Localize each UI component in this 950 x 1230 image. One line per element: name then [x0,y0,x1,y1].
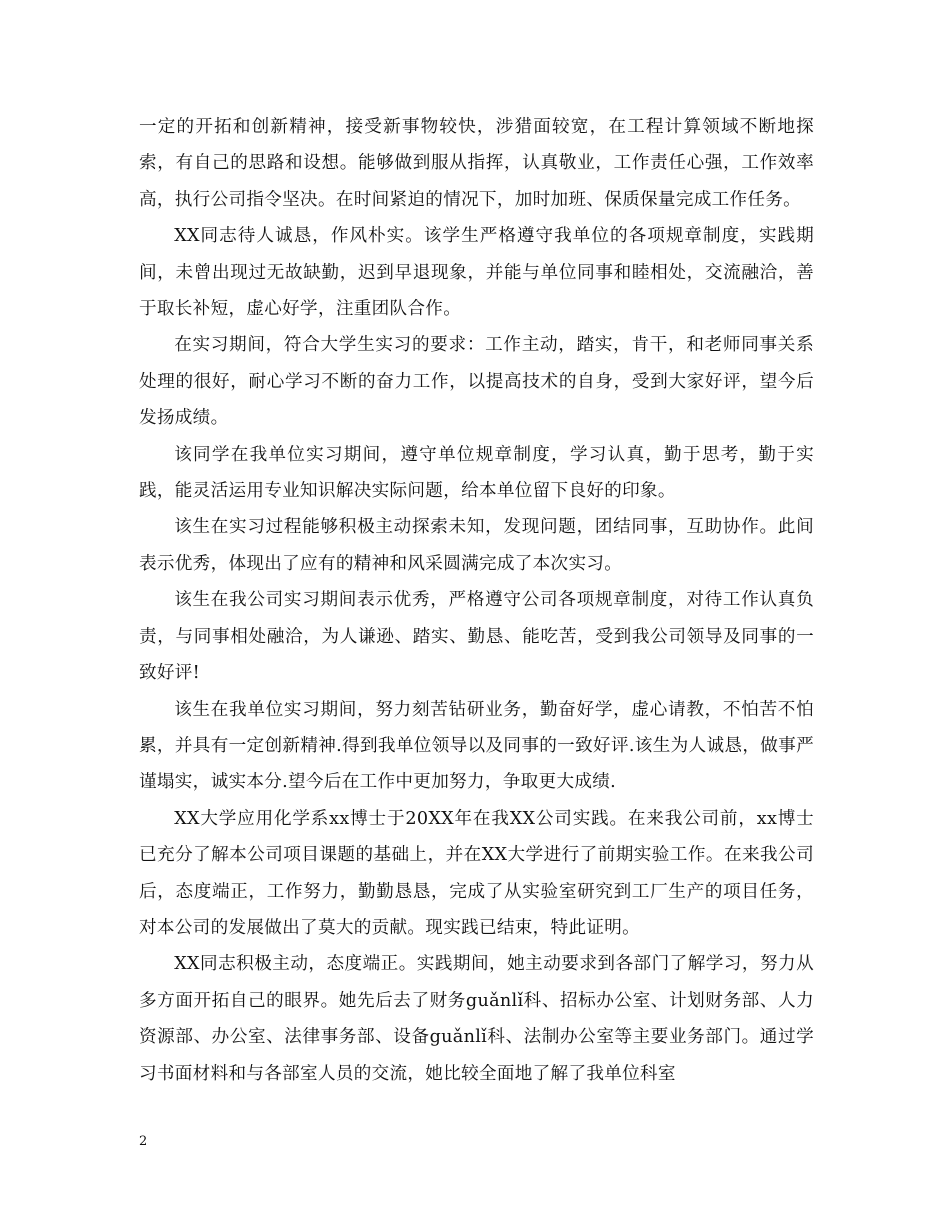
paragraph-8: XX大学应用化学系xx博士于20XX年在我XX公司实践。在来我公司前，xx博士已充分了解本公司项目课题的基础上，并在XX大学进行了前期实验工作。在来我公司后，态度端正，工作努力，勤勤恳恳，完成了从实验室研究到工厂生产的项目任务，对本公司的发展做出了莫大的贡献。现实践已结束，特此证明。 [139,808,814,938]
document-body [139,109,814,1092]
paragraph-2: XX同志待人诚恳，作风朴实。该学生严格遵守我单位的各项规章制度，实践期间，未曾出现过无故缺勤，迟到早退现象，并能与单位同事和睦相处，交流融洽，善于取长补短，虚心好学，注重团队合作。 [139,226,814,320]
paragraph-1: 一定的开拓和创新精神，接受新事物较快，涉猎面较宽，在工程计算领域不断地探索，有自己的思路和设想。能够做到服从指挥，认真敬业，工作责任心强，工作效率高，执行公司指令坚决。在时间紧迫的情况下，加时加班、保质保量完成工作任务。 [139,117,814,210]
paragraph-3: 在实习期间，符合大学生实习的要求：工作主动，踏实，肯干，和老师同事关系处理的很好，耐心学习不断的奋力工作，以提高技术的自身，受到大家好评，望今后发扬成绩。 [139,335,814,429]
paragraph-4: 该同学在我单位实习期间，遵守单位规章制度，学习认真，勤于思考，勤于实践，能灵活运用专业知识解决实际问题，给本单位留下良好的印象。 [139,444,814,502]
page-number: 2 [139,1134,148,1149]
paragraph-6: 该生在我公司实习期间表示优秀，严格遵守公司各项规章制度，对待工作认真负责，与同事相处融洽，为人谦逊、踏实、勤恳、能吃苦，受到我公司领导及同事的一致好评! [139,590,814,684]
paragraph-7: 该生在我单位实习期间，努力刻苦钻研业务，勤奋好学，虚心请教，不怕苦不怕累，并具有一定创新精神.得到我单位领导以及同事的一致好评.该生为人诚恳，做事严谨塌实，诚实本分.望今后在工作中更加努力，争取更大成绩. [139,699,814,793]
paragraph-5: 该生在实习过程能够积极主动探索未知，发现问题，团结同事，互助协作。此间表示优秀，体现出了应有的精神和风采圆满完成了本次实习。 [139,517,814,574]
paragraph-9: XX同志积极主动，态度端正。实践期间，她主动要求到各部门了解学习，努力从多方面开拓自己的眼界。她先后去了财务guǎnlǐ科、招标办公室、计划财务部、人力资源部、办公室、法律事务部、设备guǎnlǐ科、法制办公室等主要业务部门。通过学习书面材料和与各部室人员的交流，她比较全面地了解了我单位科室 [139,954,814,1084]
